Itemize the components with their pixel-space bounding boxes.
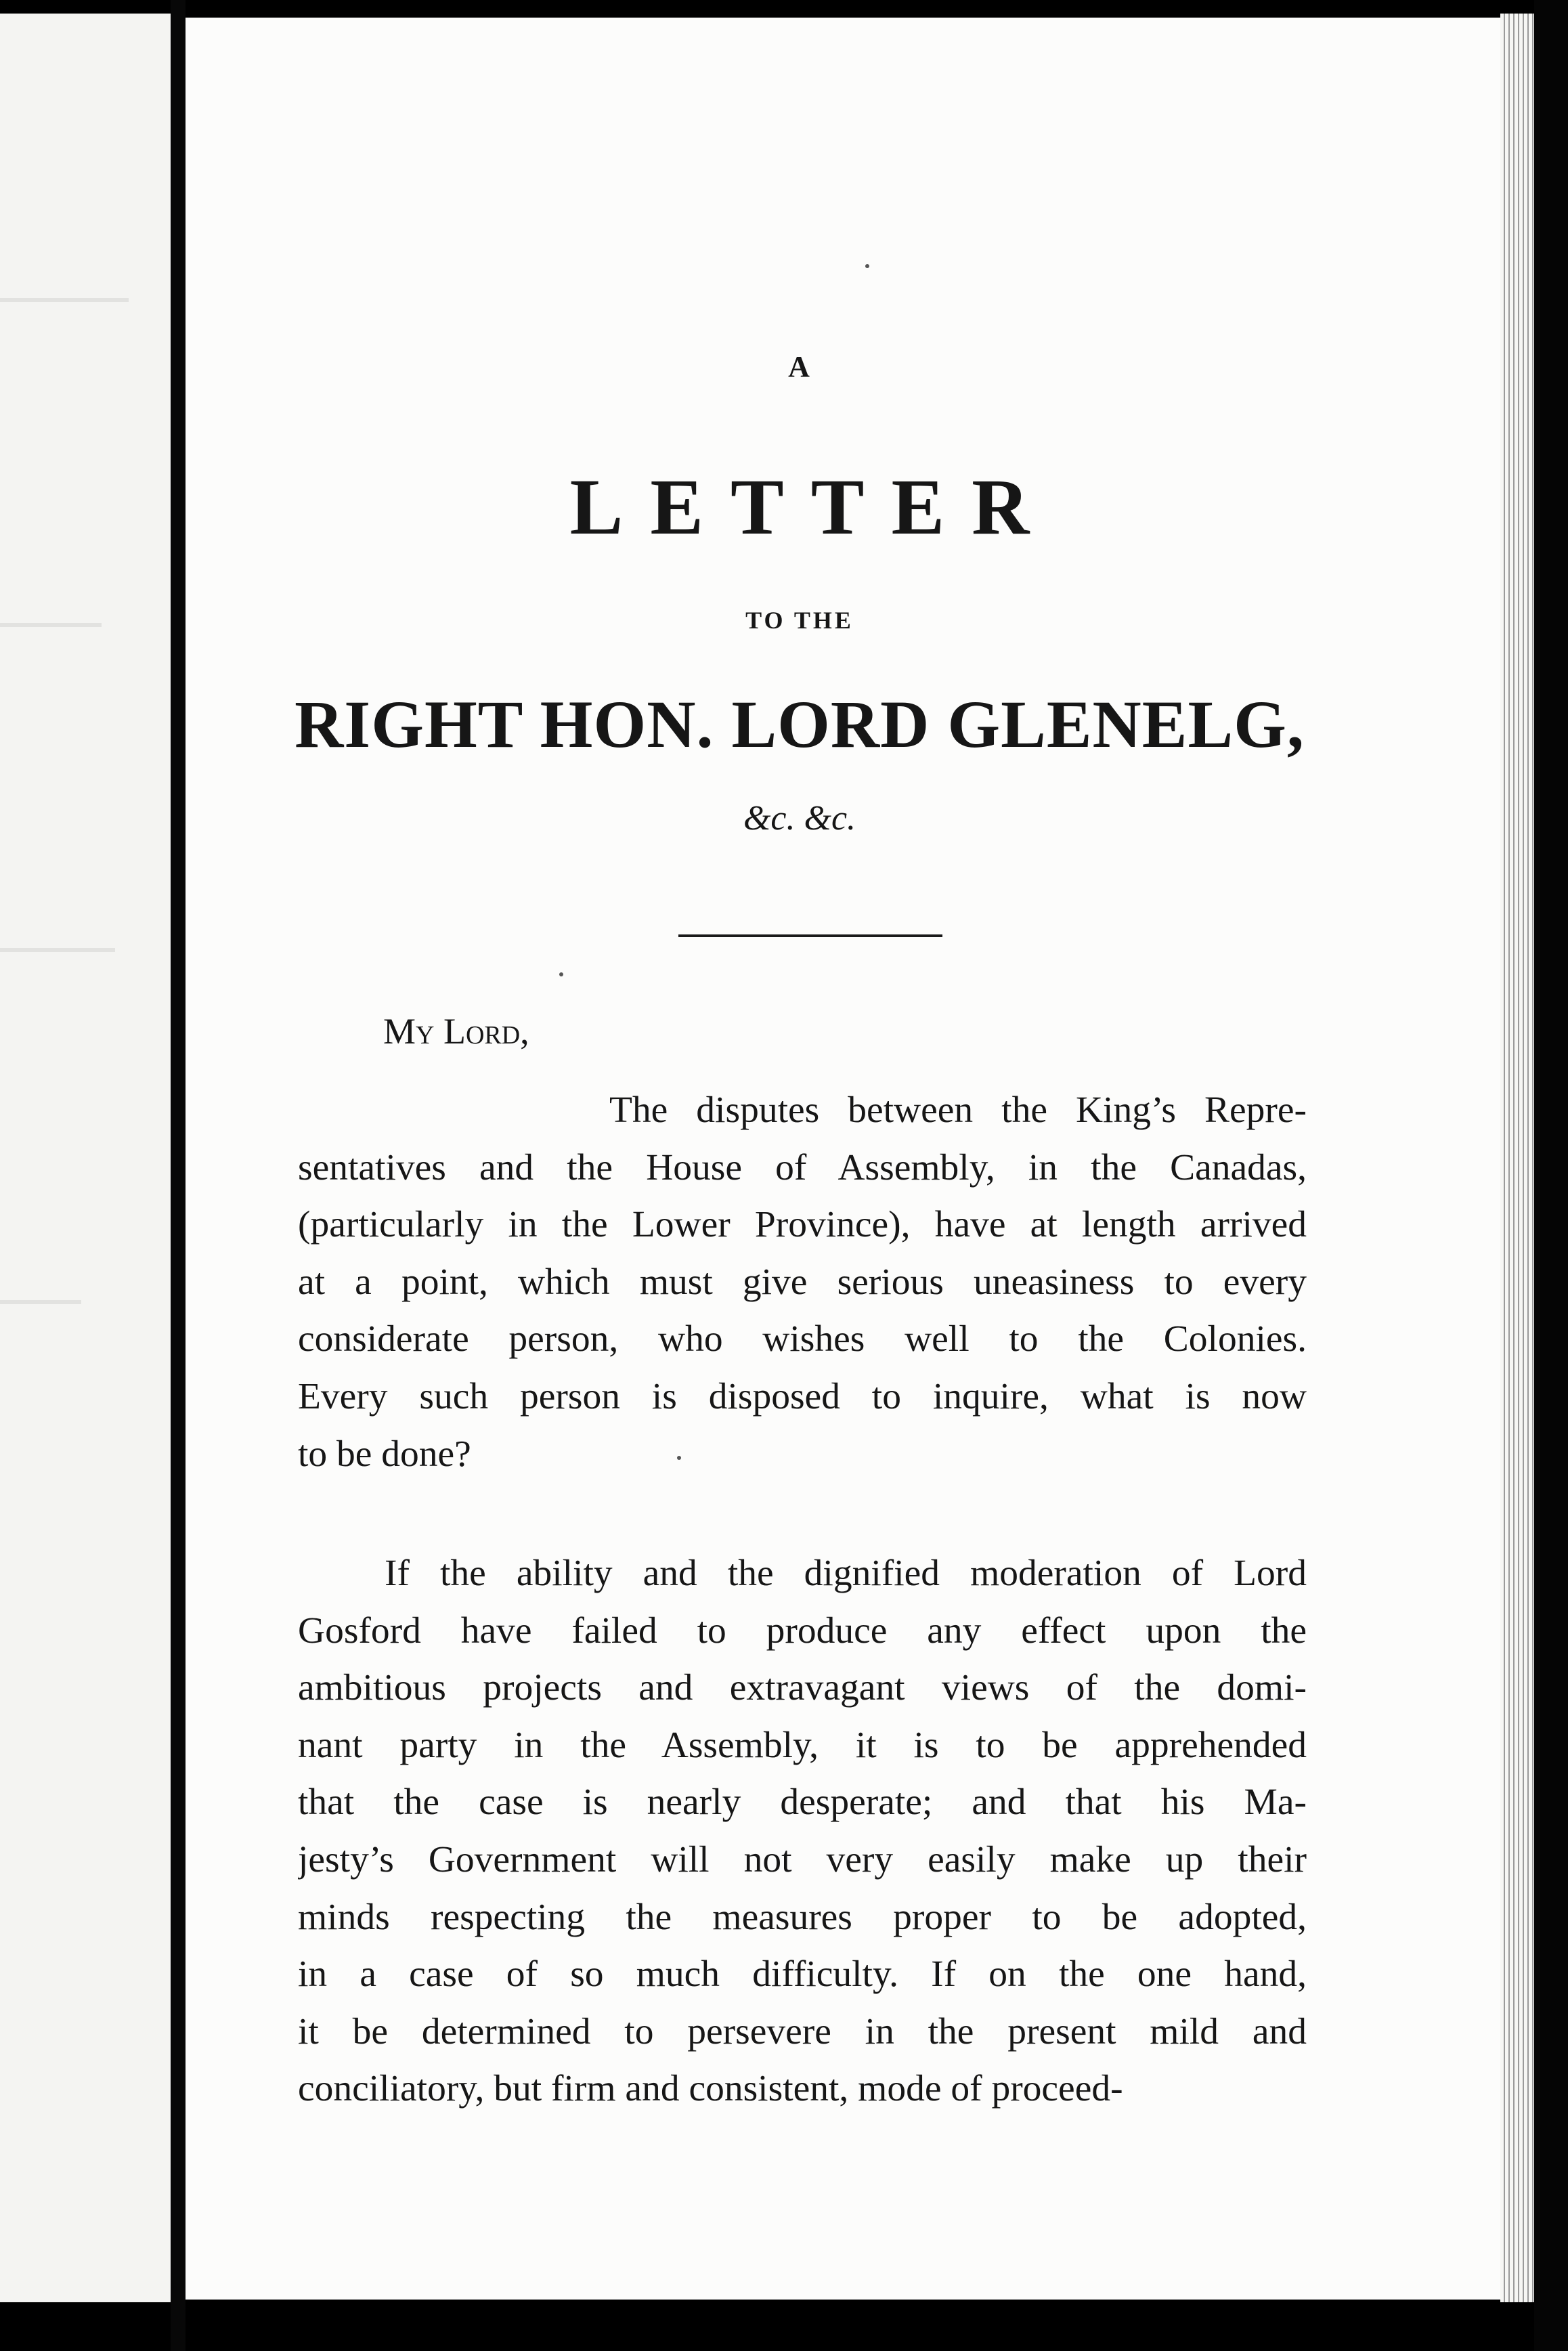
title-addressee: RIGHT HON. LORD GLENELG, xyxy=(295,687,1305,762)
text-line: in a case of so much difficulty. If on the one hand, xyxy=(298,1954,1307,1996)
text-line: at a point, which must give serious uneasiness to every xyxy=(298,1261,1307,1303)
text-line: ambitious projects and extravagant views of the domi- xyxy=(298,1667,1307,1709)
text-line: it be determined to persevere in the present mild and xyxy=(298,2010,1307,2052)
title-etc: &c. &c. xyxy=(743,799,856,838)
print-speck xyxy=(677,1456,681,1460)
text-line: Every such person is disposed to inquire, what is now xyxy=(298,1375,1307,1417)
paragraph-2 xyxy=(298,1545,1307,2118)
page-edges xyxy=(1500,14,1534,2302)
scan-background xyxy=(1534,0,1568,2351)
text-line: to be done? xyxy=(298,1433,471,1475)
bleed-through-line xyxy=(0,298,129,302)
text-line: that the case is nearly desperate; and that his Ma- xyxy=(298,1782,1307,1824)
facing-page-fragment xyxy=(0,14,171,2302)
salutation: My Lord, xyxy=(383,1011,529,1052)
text-line: (particularly in the Lower Province), have at length arrived xyxy=(298,1204,1307,1246)
text-line: The disputes between the King’s Repre- xyxy=(609,1090,1307,1131)
bleed-through-line xyxy=(0,623,102,627)
text-line: Gosford have failed to produce any effect upon the xyxy=(298,1610,1307,1652)
text-line: sentatives and the House of Assembly, in the Canadas, xyxy=(298,1146,1307,1188)
print-speck xyxy=(559,972,563,976)
print-speck xyxy=(865,264,869,268)
paragraph-1 xyxy=(298,1082,1307,1483)
bleed-through-line xyxy=(0,948,115,952)
book-gutter xyxy=(171,0,186,2351)
bleed-through-line xyxy=(0,1300,81,1304)
title-to-the: TO THE xyxy=(745,607,854,634)
title-heading: LETTER xyxy=(569,462,1057,551)
text-line: nant party in the Assembly, it is to be apprehended xyxy=(298,1724,1307,1766)
title-rule xyxy=(678,934,942,937)
text-line: considerate person, who wishes well to the Colonies. xyxy=(298,1318,1307,1360)
text-line: minds respecting the measures proper to be adopted, xyxy=(298,1896,1307,1938)
text-line: If the ability and the dignified moderation of Lord xyxy=(385,1553,1307,1594)
text-line: conciliatory, but firm and consistent, mode of proceed- xyxy=(298,2068,1123,2110)
title-article: A xyxy=(788,350,811,383)
text-line: jesty’s Government will not very easily make up their xyxy=(298,1838,1307,1880)
